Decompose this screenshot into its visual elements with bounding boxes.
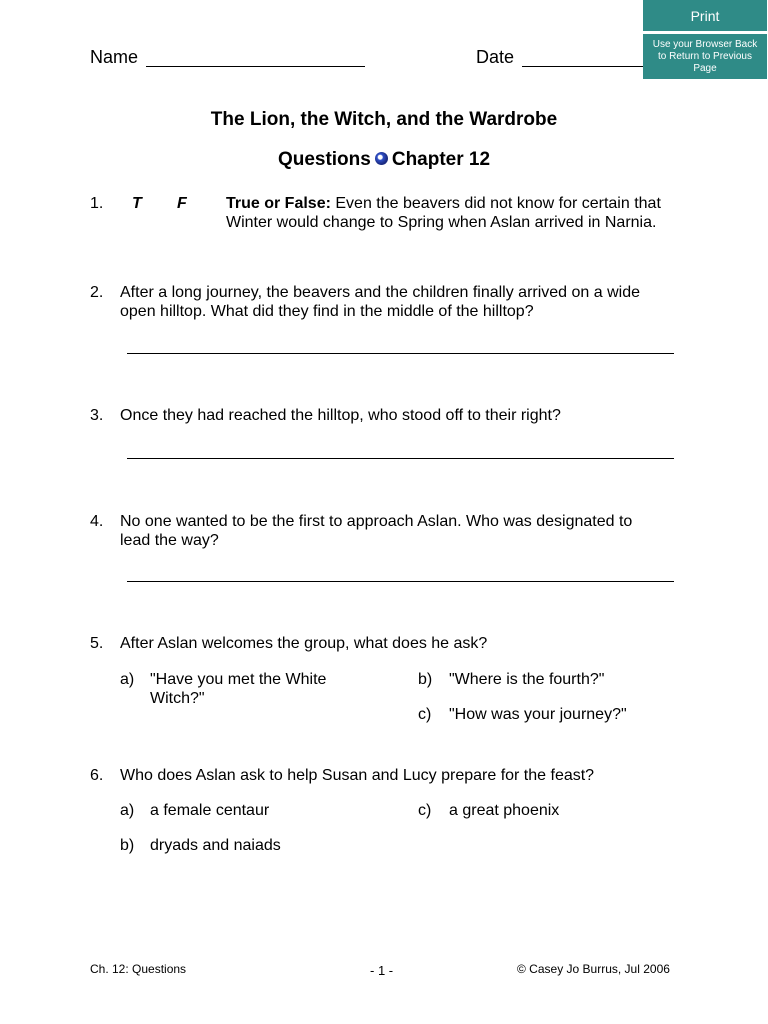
question-2-text: After a long journey, the beavers and the children finally arrived on a wide open hilltop. What did they find in the middle of the hilltop?	[120, 284, 641, 320]
option-6a-text[interactable]: a female centaur	[150, 802, 270, 819]
option-6c-letter: c)	[418, 802, 432, 819]
date-label: Date	[476, 47, 515, 67]
answer-line-2[interactable]	[127, 353, 674, 354]
print-button[interactable]: Print	[643, 0, 767, 31]
footer-page-number: - 1 -	[370, 963, 394, 978]
false-mark: F	[177, 195, 187, 212]
question-3-text: Once they had reached the hilltop, who stood off to their right?	[120, 407, 561, 424]
question-6-number: 6.	[90, 767, 104, 784]
footer-copyright: © Casey Jo Burrus, Jul 2006	[517, 962, 670, 976]
page-subtitle	[0, 149, 768, 171]
subtitle-right: Chapter 12	[391, 149, 491, 170]
answer-line-4[interactable]	[127, 581, 674, 582]
option-5a-letter: a)	[120, 671, 135, 688]
option-5b-text[interactable]: "Where is the fourth?"	[449, 671, 605, 688]
option-5a-text[interactable]: "Have you met the White Witch?"	[150, 671, 327, 707]
question-4-text: No one wanted to be the first to approach Aslan. Who was designated to lead the way?	[120, 513, 633, 549]
true-mark: T	[132, 195, 142, 212]
option-6b-text[interactable]: dryads and naiads	[150, 837, 281, 854]
subtitle-left: Questions	[277, 149, 371, 170]
question-1-text	[226, 194, 686, 232]
option-5c-letter: c)	[418, 706, 432, 723]
option-5c-text[interactable]: "How was your journey?"	[449, 706, 627, 723]
option-6a-letter: a)	[120, 802, 135, 819]
bullet-icon	[375, 152, 388, 165]
name-label: Name	[90, 47, 139, 67]
name-line	[146, 66, 365, 67]
date-line	[522, 66, 643, 67]
option-6c-text[interactable]: a great phoenix	[449, 802, 560, 819]
back-instruction-button[interactable]	[643, 34, 767, 79]
question-1-number: 1.	[90, 195, 104, 212]
option-5b-letter: b)	[418, 671, 433, 688]
question-3-number: 3.	[90, 407, 104, 424]
question-5-number: 5.	[90, 635, 104, 652]
question-4-number: 4.	[90, 513, 104, 530]
footer-chapter: Ch. 12: Questions	[90, 962, 187, 976]
question-1-body: Even the beavers did not know for certain that Winter would change to Spring when Aslan arrived in Narnia.	[226, 195, 661, 231]
page-title: The Lion, the Witch, and the Wardrobe	[210, 109, 558, 130]
question-5-text: After Aslan welcomes the group, what does he ask?	[120, 635, 488, 652]
option-6b-letter: b)	[120, 837, 135, 854]
answer-line-3[interactable]	[127, 458, 674, 459]
back-instruction-label: Use your Browser Back to Return to Previous Page	[652, 38, 758, 74]
question-6-text: Who does Aslan ask to help Susan and Lucy prepare for the feast?	[120, 767, 595, 784]
question-2-number: 2.	[90, 284, 104, 301]
question-1-lead: True or False:	[226, 195, 331, 212]
